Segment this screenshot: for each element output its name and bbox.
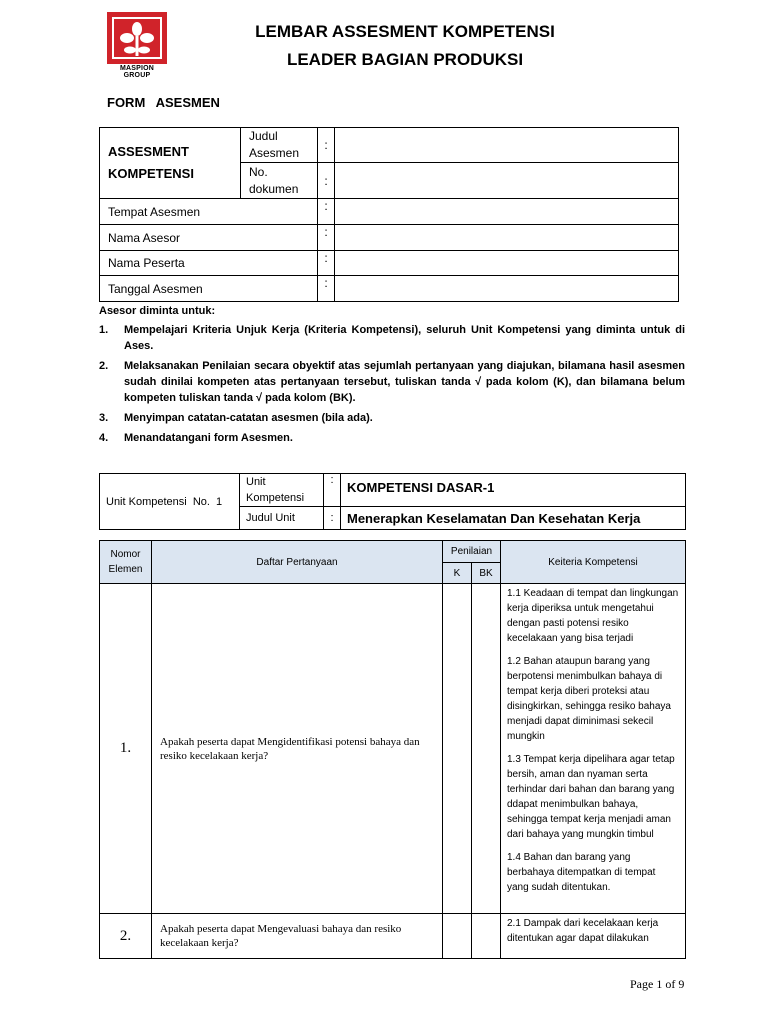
colon: : [318, 225, 335, 251]
instruction-text: Melaksanakan Penilaian secara obyektif atas sejumlah pertanyaan yang diajukan, bilamana hasil asesmen sudah dinilai kompeten atas pertanyaan tersebut, tuliskan tanda √ pada kolom (K), dan bilamana belum kompeten tuliskan tanda √ pada kolom (BK). [124, 360, 685, 404]
instruction-number: 4. [99, 432, 109, 444]
question-text: Apakah peserta dapat Mengevaluasi bahaya dan resiko kecelakaan kerja? [152, 914, 443, 959]
instruction-item [99, 322, 685, 354]
instruction-item [99, 358, 685, 406]
element-number: 1. [100, 584, 152, 914]
instruction-text: Mempelajari Kriteria Unjuk Kerja (Kriteria Kompetensi), seluruh Unit Kompetensi yang diminta untuk di Ases. [124, 324, 685, 352]
logo-mark [107, 12, 167, 64]
header-bk: BK [472, 563, 501, 584]
flower-icon [111, 16, 163, 60]
header-nomor-elemen: Nomor Elemen [100, 541, 152, 584]
criteria-item: 2.1 Dampak dari kecelakaan kerja ditentukan agar dapat dilakukan [507, 918, 659, 944]
colon: : [324, 507, 341, 530]
instruction-number: 3. [99, 412, 109, 424]
instruction-number: 2. [99, 360, 109, 372]
criteria-item: 1.1 Keadaan di tempat dan lingkungan kerja diperiksa untuk mengetahui dengan pasti potensi resiko kecelakaan yang bisa terjadi [507, 588, 679, 644]
judul-unit-label: Judul Unit [240, 507, 324, 530]
bk-checkbox-cell[interactable] [472, 584, 501, 914]
bk-checkbox-cell[interactable] [472, 914, 501, 959]
instructions-heading: Asesor diminta untuk: [99, 305, 216, 317]
colon: : [318, 128, 335, 163]
header-kriteria-kompetensi: Keiteria Kompetensi [501, 541, 686, 584]
nama-peserta-field[interactable] [335, 251, 679, 276]
no-dokumen-label: No. dokumen [241, 163, 318, 199]
colon: : [324, 474, 341, 507]
criteria-item: 1.2 Bahan ataupun barang yang berpotensi menimbulkan bahaya di tempat kerja diberi proteksi atau disingkirkan, sehingga resiko bahaya menjadi dapat diminimasi sekecil mungkin [507, 656, 671, 742]
instruction-text: Menyimpan catatan-catatan asesmen (bila ada). [124, 412, 373, 424]
header-k: K [443, 563, 472, 584]
unit-kompetensi-label: Unit Kompetensi [240, 474, 324, 507]
element-number: 2. [100, 914, 152, 959]
company-logo [107, 12, 167, 79]
k-checkbox-cell[interactable] [443, 914, 472, 959]
assessment-title-cell: ASSESMENT KOMPETENSI [100, 128, 241, 199]
judul-asesmen-field[interactable] [335, 128, 679, 163]
unit-kompetensi-number: Unit Kompetensi No. 1 [100, 474, 240, 530]
criteria-cell [501, 914, 686, 959]
header-daftar-pertanyaan: Daftar Pertanyaan [152, 541, 443, 584]
criteria-item: 1.4 Bahan dan barang yang berbahaya ditempatkan di tempat yang sudah ditentukan. [507, 852, 656, 893]
form-label: FORM ASESMEN [107, 95, 220, 110]
instruction-item [99, 430, 685, 446]
criteria-cell [501, 584, 686, 914]
k-checkbox-cell[interactable] [443, 584, 472, 914]
judul-asesmen-label: Judul Asesmen [241, 128, 318, 163]
instruction-item [99, 410, 685, 426]
header-penilaian: Penilaian [443, 541, 501, 563]
logo-text: MASPION GROUP [119, 65, 155, 79]
criteria-item: 1.3 Tempat kerja dipelihara agar tetap bersih, aman dan nyaman serta terhindar dari bahan dan barang yang ddapat menimbulkan bahaya, sehingga tempat kerja menjadi aman dari bahaya yang mungkin timbul [507, 754, 675, 840]
colon: : [318, 163, 335, 199]
page-number: Page 1 of 9 [630, 977, 685, 991]
colon: : [318, 199, 335, 225]
tempat-asesmen-label: Tempat Asesmen [100, 199, 318, 225]
instructions [99, 303, 685, 450]
nama-asesor-field[interactable] [335, 225, 679, 251]
question-table [99, 540, 686, 959]
colon: : [318, 251, 335, 276]
no-dokumen-field[interactable] [335, 163, 679, 199]
unit-kompetensi-value: KOMPETENSI DASAR-1 [341, 474, 686, 507]
judul-unit-value: Menerapkan Keselamatan Dan Kesehatan Kerja [341, 507, 686, 530]
instruction-text: Menandatangani form Asesmen. [124, 432, 293, 444]
document-title-line2: LEADER BAGIAN PRODUKSI [286, 50, 524, 69]
unit-kompetensi-table [99, 473, 686, 530]
instruction-number: 1. [99, 324, 109, 336]
tanggal-asesmen-label: Tanggal Asesmen [100, 276, 318, 302]
nama-asesor-label: Nama Asesor [100, 225, 318, 251]
question-text: Apakah peserta dapat Mengidentifikasi potensi bahaya dan resiko kecelakaan kerja? [152, 584, 443, 914]
nama-peserta-label: Nama Peserta [100, 251, 318, 276]
document-title-line1: LEMBAR ASSESMENT KOMPETENSI [255, 22, 555, 41]
colon: : [318, 276, 335, 302]
tempat-asesmen-field[interactable] [335, 199, 679, 225]
assessment-info-table [99, 127, 679, 302]
tanggal-asesmen-field[interactable] [335, 276, 679, 302]
